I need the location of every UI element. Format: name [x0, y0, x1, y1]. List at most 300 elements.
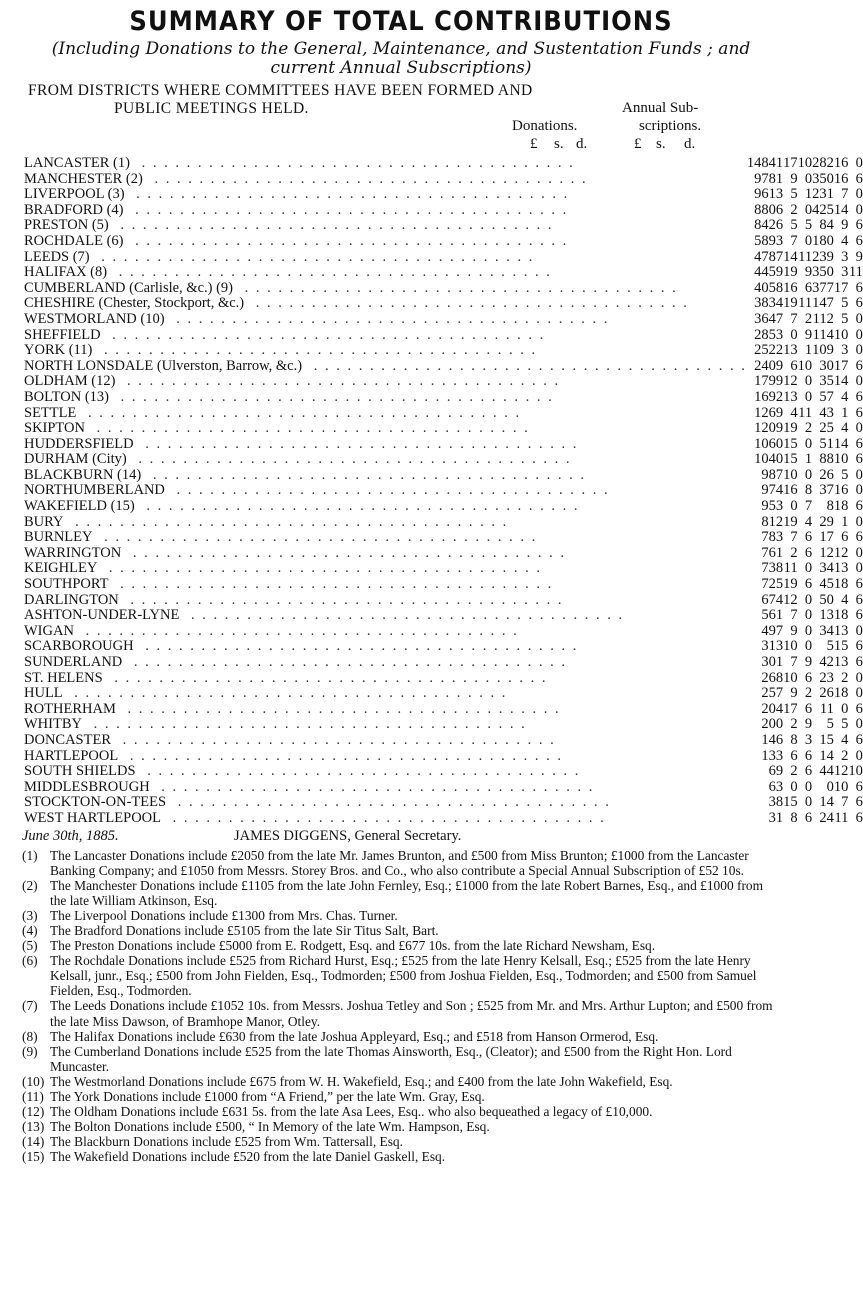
dot-leader: . . . . . . . . . . . . . . . . . . . . . . . . . . . . . . . . . . . . . . . — [172, 794, 611, 811]
footnote-text: The York Donations include £1000 from “A Friend,” per the late Wm. Gray, Esq. — [50, 1089, 485, 1105]
donation-shillings: 5 — [790, 217, 798, 234]
annual-pounds: 109 — [812, 342, 834, 359]
district-label: WIGAN — [24, 623, 80, 639]
footnote — [22, 923, 780, 938]
annual-shillings: 3 — [841, 264, 849, 281]
donation-shillings: 0 — [790, 326, 798, 343]
donation-shillings: 15 — [783, 435, 798, 452]
donation-shillings: 16 — [783, 482, 798, 499]
table-row — [22, 156, 863, 172]
district-label: BURY — [24, 514, 70, 530]
donation-pounds: 2409 — [754, 357, 784, 374]
table-row — [22, 312, 863, 328]
donation-pence: 2 — [804, 420, 813, 437]
dot-leader: . . . . . . . . . . . . . . . . . . . . . . . . . . . . . . . . . . . . . . . — [124, 591, 564, 608]
dot-leader: . . . . . . . . . . . . . . . . . . . . . . . . . . . . . . . . . . . . . . . — [129, 232, 569, 249]
footnote-number: (14) — [22, 1134, 45, 1150]
table-row — [22, 172, 863, 188]
table-row — [22, 187, 863, 203]
annual-pounds: 42 — [819, 654, 834, 670]
dot-leader: . . . . . . . . . . . . . . . . . . . . . . . . . . . . . . . . . . . . . . . — [88, 716, 527, 733]
donation-pounds: 3834 — [754, 295, 784, 312]
annual-shillings: 12 — [833, 544, 849, 561]
donation-shillings: 7 — [790, 529, 798, 546]
footnote-text: The Halifax Donations include £630 from the late Joshua Appleyard, Esq.; and £518 from Hanson Ormerod, Esq. — [50, 1028, 659, 1044]
annual-shillings: 16 — [833, 170, 849, 187]
district-name — [22, 468, 747, 484]
donation-shillings: 8 — [790, 809, 798, 826]
table-row — [22, 234, 863, 250]
annual-shillings: 4 — [841, 591, 849, 608]
table-row — [22, 281, 863, 297]
district-name — [22, 515, 747, 531]
footnote — [22, 878, 780, 908]
donation-shillings: 19 — [783, 295, 798, 312]
donation-pounds: 133 — [761, 747, 784, 764]
donation-shillings: 2 — [790, 544, 798, 561]
dot-leader: . . . . . . . . . . . . . . . . . . . . . . . . . . . . . . . . . . . . . . . — [308, 357, 747, 374]
donation-pounds: 783 — [761, 529, 784, 546]
footnote — [22, 1029, 780, 1044]
donations-pence-unit: d. — [576, 136, 588, 152]
footnote — [22, 1134, 780, 1149]
district-name — [22, 203, 747, 219]
annual-pence: 6 — [855, 388, 863, 405]
donation-pence: 11 — [798, 404, 813, 421]
donation-pence: 0 — [804, 794, 813, 811]
table-row — [22, 390, 863, 406]
donation-pounds: 953 — [761, 498, 784, 515]
donation-pence: 11 — [798, 248, 813, 265]
annual-pounds: 425 — [812, 201, 834, 218]
table-row — [22, 468, 863, 484]
donation-pounds: 561 — [761, 607, 784, 624]
donation-pence: 0 — [804, 373, 813, 390]
dot-leader: . . . . . . . . . . . . . . . . . . . . . . . . . . . . . . . . . . . . . . . — [250, 295, 689, 312]
donation-pounds: 9781 — [754, 170, 784, 187]
donation-shillings: 19 — [783, 576, 798, 593]
donation-shillings: 10 — [783, 466, 798, 483]
district-name — [22, 452, 747, 468]
annual-pence: 0 — [855, 560, 863, 577]
donation-pounds: 812 — [761, 513, 784, 530]
footnote — [22, 1119, 780, 1134]
footnote-number: (3) — [22, 907, 38, 923]
district-label: HUDDERSFIELD — [24, 436, 140, 452]
donation-pence: 1 — [804, 451, 813, 468]
dot-leader: . . . . . . . . . . . . . . . . . . . . . . . . . . . . . . . . . . . . . . . — [79, 622, 519, 639]
dot-leader: . . . . . . . . . . . . . . . . . . . . . . . . . . . . . . . . . . . . . . . — [95, 248, 535, 265]
district-label: DONCASTER — [24, 732, 117, 748]
annual-pounds: 43 — [819, 404, 834, 421]
footnote — [22, 953, 780, 998]
annual-shillings: 5 — [841, 466, 849, 483]
dot-leader: . . . . . . . . . . . . . . . . . . . . . . . . . . . . . . . . . . . . . . . — [115, 388, 554, 405]
donation-pounds: 2522 — [754, 342, 784, 359]
dot-leader: . . . . . . . . . . . . . . . . . . . . . . . . . . . . . . . . . . . . . . . — [114, 576, 554, 593]
table-row — [22, 406, 863, 422]
annual-shillings: 5 — [841, 310, 849, 327]
annual-pence: 0 — [855, 310, 863, 327]
footnote-text: The Wakefield Donations include £520 from the late Daniel Gaskell, Esq. — [50, 1149, 446, 1165]
table-row — [22, 421, 863, 437]
donation-pounds: 497 — [761, 622, 784, 639]
donation-pounds: 2853 — [754, 326, 784, 343]
district-name — [22, 390, 747, 406]
donation-pounds: 301 — [761, 654, 784, 670]
district-label: DARLINGTON — [24, 592, 125, 608]
table-row — [22, 795, 863, 811]
annual-pence: 6 — [855, 498, 863, 515]
donation-shillings: 10 — [783, 669, 798, 686]
district-label: MIDDLESBROUGH — [24, 779, 156, 795]
annual-pounds: 5 — [826, 716, 834, 733]
donation-shillings: 7 — [790, 310, 798, 327]
district-label: LIVERPOOL (3) — [24, 186, 131, 202]
footnote-number: (8) — [22, 1028, 38, 1044]
annual-shillings: 2 — [841, 669, 849, 686]
district-label: NORTHUMBERLAND — [24, 482, 171, 498]
table-row — [22, 343, 863, 359]
dot-leader: . . . . . . . . . . . . . . . . . . . . . . . . . . . . . . . . . . . . . . . — [132, 451, 572, 468]
donation-pounds: 1209 — [754, 420, 784, 437]
district-name — [22, 561, 747, 577]
annual-pounds: 12 — [819, 544, 834, 561]
table-row — [22, 624, 863, 640]
annual-pounds: 13 — [819, 607, 834, 624]
district-name — [22, 577, 747, 593]
footnote-text: The Bolton Donations include £500, “ In Memory of the late Wm. Hampson, Esq. — [50, 1119, 490, 1135]
footnote-text: The Liverpool Donations include £1300 from Mrs. Chas. Turner. — [50, 907, 398, 923]
district-name — [22, 608, 747, 624]
district-label: BLACKBURN (14) — [24, 467, 147, 483]
annual-shillings: 14 — [833, 201, 849, 218]
annual-pounds: 26 — [819, 685, 834, 702]
footnote — [22, 848, 780, 878]
table-row — [22, 780, 863, 796]
district-label: NORTH LONSDALE (Ulverston, Barrow, &c.) — [24, 358, 308, 374]
table-row — [22, 437, 863, 453]
footnote-number: (7) — [22, 998, 38, 1014]
district-label: CUMBERLAND (Carlisle, &c.) (9) — [24, 280, 239, 296]
donation-pounds: 69 — [768, 763, 784, 780]
donation-pence: 1 — [804, 342, 813, 359]
annual-pounds: 24 — [819, 809, 834, 826]
district-name — [22, 702, 747, 718]
donation-shillings: 2 — [790, 716, 798, 733]
donation-shillings: 17 — [783, 700, 798, 717]
annual-pence: 0 — [855, 544, 863, 561]
donation-pence: 9 — [804, 264, 813, 281]
annual-pounds: 112 — [812, 310, 834, 327]
table-row — [22, 203, 863, 219]
section-heading-line2: PUBLIC MEETINGS HELD. — [114, 100, 309, 117]
annual-pounds: 0 — [826, 778, 834, 795]
annual-pounds: 34 — [819, 560, 834, 577]
dot-leader: . . . . . . . . . . . . . . . . . . . . . . . . . . . . . . . . . . . . . . . — [82, 404, 522, 421]
table-row — [22, 593, 863, 609]
annual-pounds: 14 — [819, 747, 834, 764]
annual-pence: 6 — [855, 435, 863, 452]
table-row — [22, 749, 863, 765]
footnote-text: The Leeds Donations include £1052 10s. from Messrs. Joshua Tetley and Son ; £525 from Mr. and Mrs. Arthur Lupton; and £500 from the late Miss Dawson, of Bramhope Manor, Otley. — [50, 998, 773, 1029]
donation-pence: 0 — [804, 591, 813, 608]
district-label: SCARBOROUGH — [24, 638, 140, 654]
table-row — [22, 250, 863, 266]
annual-pounds: 44 — [819, 763, 834, 780]
district-name — [22, 437, 747, 453]
district-label: SOUTH SHIELDS — [24, 763, 142, 779]
annual-pence: 6 — [855, 794, 863, 811]
footnote-number: (2) — [22, 877, 38, 893]
donation-shillings: 6 — [790, 747, 798, 764]
donation-pence: 6 — [804, 279, 813, 296]
donation-pounds: 674 — [761, 591, 784, 608]
annual-pence: 9 — [855, 248, 863, 265]
district-name — [22, 671, 747, 687]
annual-pounds: 350 — [812, 264, 834, 281]
district-name — [22, 624, 747, 640]
footnotes — [22, 848, 780, 1165]
dot-leader: . . . . . . . . . . . . . . . . . . . . . . . . . . . . . . . . . . . . . . . — [135, 155, 575, 171]
annual-pence: 6 — [855, 404, 863, 421]
table-row — [22, 218, 863, 234]
donation-pounds: 1060 — [754, 435, 784, 452]
donation-pence: 5 — [804, 217, 813, 234]
dot-leader: . . . . . . . . . . . . . . . . . . . . . . . . . . . . . . . . . . . . . . . — [148, 170, 588, 187]
table-row — [22, 655, 863, 671]
district-label: YORK (11) — [24, 342, 98, 358]
dot-leader: . . . . . . . . . . . . . . . . . . . . . . . . . . . . . . . . . . . . . . . — [167, 809, 606, 826]
donation-pence: 0 — [804, 435, 813, 452]
dot-leader: . . . . . . . . . . . . . . . . . . . . . . . . . . . . . . . . . . . . . . . — [98, 529, 538, 546]
dot-leader: . . . . . . . . . . . . . . . . . . . . . . . . . . . . . . . . . . . . . . . — [69, 513, 509, 530]
annual-pence: 6 — [855, 778, 863, 795]
annual-shillings: 5 — [841, 716, 849, 733]
table-row — [22, 452, 863, 468]
table-row — [22, 702, 863, 718]
district-label: CHESHIRE (Chester, Stockport, &c.) — [24, 295, 250, 311]
annual-pence: 11 — [848, 264, 863, 281]
district-label: DURHAM (City) — [24, 451, 133, 467]
annual-shillings: 10 — [833, 326, 849, 343]
dot-leader: . . . . . . . . . . . . . . . . . . . . . . . . . . . . . . . . . . . . . . . — [114, 217, 554, 234]
district-name — [22, 749, 747, 765]
footnote-text: The Manchester Donations include £1105 from the late John Fernley, Esq.; £1000 from the late Robert Barnes, Esq., and £1000 from the late William Atkinson, Esq. — [50, 877, 764, 908]
district-label: KEIGHLEY — [24, 560, 103, 576]
donation-pounds: 63 — [768, 778, 784, 795]
annual-shillings: 4 — [841, 420, 849, 437]
footnote — [22, 938, 780, 953]
donation-pence: 6 — [804, 529, 813, 546]
district-label: WHITBY — [24, 716, 88, 732]
dot-leader: . . . . . . . . . . . . . . . . . . . . . . . . . . . . . . . . . . . . . . . — [103, 560, 543, 577]
donation-pence: 0 — [804, 622, 813, 639]
table-row — [22, 686, 863, 702]
annual-pounds: 50 — [819, 591, 834, 608]
footnote-number: (4) — [22, 923, 38, 938]
district-name — [22, 265, 747, 281]
district-name — [22, 530, 747, 546]
annual-shillings: 13 — [833, 622, 849, 639]
district-name — [22, 764, 747, 780]
footnote — [22, 998, 780, 1028]
annual-shillings: 5 — [841, 295, 849, 312]
footnote-number: (11) — [22, 1089, 44, 1105]
annual-shillings: 7 — [841, 186, 849, 203]
annual-pence: 0 — [855, 669, 863, 686]
signature-line — [22, 828, 780, 846]
table-row — [22, 483, 863, 499]
annual-pence: 0 — [855, 326, 863, 343]
annual-pounds: 88 — [819, 451, 834, 468]
annual-shillings: 18 — [833, 576, 849, 593]
donation-pence: 0 — [804, 560, 813, 577]
district-name — [22, 343, 747, 359]
donations-header: Donations. — [512, 118, 578, 134]
annual-pence: 6 — [855, 607, 863, 624]
dot-leader: . . . . . . . . . . . . . . . . . . . . . . . . . . . . . . . . . . . . . . . — [170, 482, 610, 499]
district-label: ROTHERHAM — [24, 701, 122, 717]
donation-pounds: 14841 — [746, 155, 784, 171]
annual-shillings: 2 — [841, 747, 849, 764]
annual-pounds: 45 — [819, 576, 834, 593]
annual-pence: 6 — [855, 638, 863, 655]
donation-pence: 10 — [797, 155, 813, 171]
date: June 30th, 1885. — [22, 827, 119, 844]
footnote-text: The Preston Donations include £5000 from E. Rodgett, Esq. and £677 10s. from the late Richard Newsham, Esq. — [50, 938, 656, 954]
annual-pence: 6 — [855, 170, 863, 187]
donation-shillings: 13 — [783, 342, 798, 359]
district-name — [22, 593, 747, 609]
donation-pounds: 3647 — [754, 310, 784, 327]
annual-pence-unit: d. — [684, 136, 696, 152]
dot-leader: . . . . . . . . . . . . . . . . . . . . . . . . . . . . . . . . . . . . . . . — [170, 310, 610, 327]
table-row — [22, 499, 863, 515]
district-label: OLDHAM (12) — [24, 373, 121, 389]
annual-shillings: 18 — [833, 498, 849, 515]
donation-shillings: 19 — [783, 420, 798, 437]
annual-pounds: 282 — [812, 155, 834, 171]
district-label: SKIPTON — [24, 420, 91, 436]
district-label: BOLTON (13) — [24, 389, 115, 405]
donation-pence: 10 — [797, 357, 813, 374]
donation-shillings: 19 — [783, 513, 798, 530]
annual-shillings: 7 — [841, 794, 849, 811]
dot-leader: . . . . . . . . . . . . . . . . . . . . . . . . . . . . . . . . . . . . . . . — [239, 279, 678, 296]
district-label: SHEFFIELD — [24, 327, 107, 343]
district-label: LEEDS (7) — [24, 249, 96, 265]
donation-pounds: 1269 — [754, 404, 784, 421]
dot-leader: . . . . . . . . . . . . . . . . . . . . . . . . . . . . . . . . . . . . . . . — [139, 435, 579, 452]
district-label: BURNLEY — [24, 529, 98, 545]
district-name — [22, 296, 747, 312]
donation-pounds: 1799 — [754, 373, 784, 390]
dot-leader: . . . . . . . . . . . . . . . . . . . . . . . . . . . . . . . . . . . . . . . — [147, 466, 586, 483]
annual-shillings: 17 — [833, 357, 849, 374]
donation-shillings: 11 — [783, 560, 798, 577]
donation-shillings: 7 — [790, 607, 798, 624]
district-name — [22, 156, 747, 172]
donation-shillings: 4 — [790, 404, 798, 421]
donation-pence: 2 — [804, 310, 813, 327]
annual-pounds: 350 — [812, 170, 834, 187]
annual-pence: 6 — [855, 232, 863, 249]
donation-shillings: 9 — [790, 170, 798, 187]
donation-shillings: 19 — [783, 264, 798, 281]
annual-pounds: 34 — [819, 622, 834, 639]
dot-leader: . . . . . . . . . . . . . . . . . . . . . . . . . . . . . . . . . . . . . . . — [140, 498, 580, 515]
donation-pence: 0 — [804, 170, 813, 187]
donation-shillings: 13 — [783, 388, 798, 405]
annual-pounds: 231 — [812, 186, 834, 203]
table-row — [22, 374, 863, 390]
district-name — [22, 312, 747, 328]
annual-pence: 0 — [855, 373, 863, 390]
district-label: ST. HELENS — [24, 670, 109, 686]
table-row — [22, 515, 863, 531]
footnote-text: The Lancaster Donations include £2050 from the late Mr. James Brunton, and £500 from Miss Brunton; £1000 from the Lancaster Banking Company; and £1050 from Messrs. Storey Bros. and Co., who also contribute a Special Annual Subscription of £52 10s. — [50, 847, 749, 878]
contributions-table — [22, 156, 863, 827]
table-row — [22, 577, 863, 593]
annual-pence: 0 — [855, 622, 863, 639]
annual-shillings: 18 — [833, 607, 849, 624]
annual-pence: 10 — [848, 763, 863, 780]
donation-pounds: 5893 — [754, 232, 784, 249]
footnote-number: (9) — [22, 1043, 38, 1059]
annual-shillings: 11 — [834, 809, 849, 826]
district-label: SETTLE — [24, 405, 82, 421]
donation-shillings: 5 — [790, 186, 798, 203]
donation-pence: 0 — [804, 232, 813, 249]
donation-pounds: 1040 — [754, 451, 784, 468]
donation-shillings: 16 — [783, 279, 798, 296]
donation-pence: 0 — [804, 466, 813, 483]
footnote — [22, 1089, 780, 1104]
annual-pence: 0 — [855, 513, 863, 530]
annual-pounds: 11 — [819, 700, 834, 717]
donation-pounds: 8806 — [754, 201, 784, 218]
donation-pence: 11 — [798, 295, 813, 312]
annual-shillings: 6 — [841, 529, 849, 546]
dot-leader: . . . . . . . . . . . . . . . . . . . . . . . . . . . . . . . . . . . . . . . — [139, 638, 579, 655]
footnote-text: The Rochdale Donations include £525 from Richard Hurst, Esq.; £525 from the late Henry Kelsall, Esq.; £525 from the late Henry Kelsall, junr., Esq.; £500 from John Fielden, Esq., Todmorden; £500 from Joshua Fielden, Esq., Todmorden; and £500 from Samuel Fielden, Esq., Todmorden. — [50, 953, 757, 999]
district-name — [22, 655, 747, 671]
annual-shillings: 4 — [841, 232, 849, 249]
district-label: LANCASTER (1) — [24, 155, 136, 171]
annual-subscriptions-header-2: scriptions. — [639, 118, 702, 134]
dot-leader: . . . . . . . . . . . . . . . . . . . . . . . . . . . . . . . . . . . . . . . — [128, 654, 568, 670]
annual-pence: 0 — [855, 420, 863, 437]
donation-pence: 6 — [804, 809, 813, 826]
donation-pounds: 8426 — [754, 217, 784, 234]
annual-pounds: 35 — [819, 373, 834, 390]
dot-leader: . . . . . . . . . . . . . . . . . . . . . . . . . . . . . . . . . . . . . . . — [121, 373, 561, 390]
donation-pence: 6 — [804, 669, 813, 686]
district-name — [22, 281, 747, 297]
annual-pence: 0 — [855, 201, 863, 218]
donation-shillings: 8 — [790, 731, 798, 748]
annual-pence: 0 — [855, 747, 863, 764]
footnote — [22, 1074, 780, 1089]
donation-pence: 8 — [804, 482, 813, 499]
district-name — [22, 359, 747, 375]
donation-pence: 6 — [804, 700, 813, 717]
table-row — [22, 530, 863, 546]
annual-pounds: 84 — [819, 217, 834, 234]
annual-pounds: 30 — [819, 357, 834, 374]
page-title: SUMMARY OF TOTAL CONTRIBUTIONS — [129, 6, 673, 37]
